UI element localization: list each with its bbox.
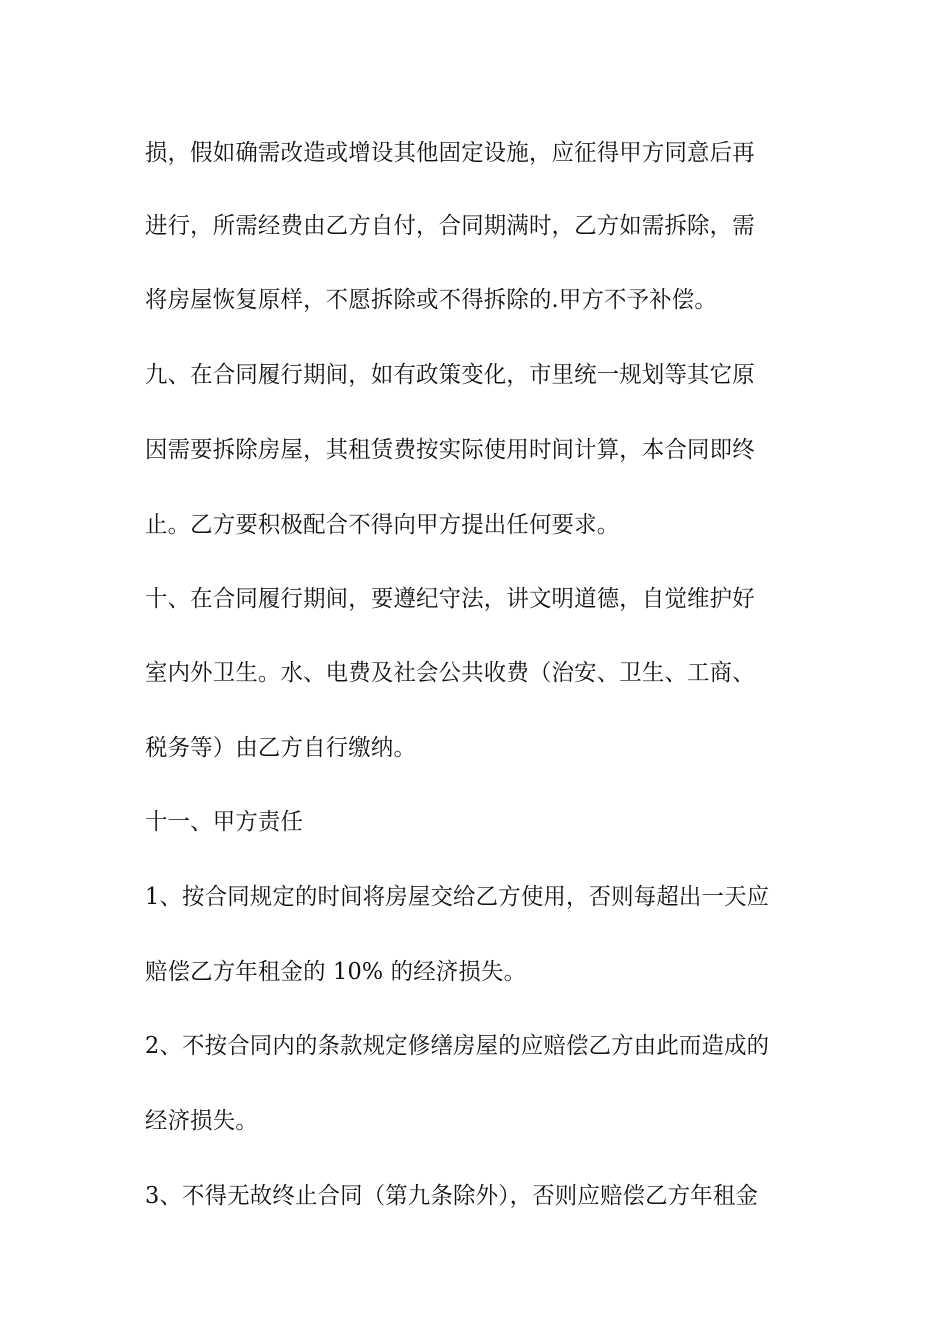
text-line: 2、不按合同内的条款规定修缮房屋的应赔偿乙方由此而造成的 [145, 1033, 770, 1059]
section-heading: 十一、甲方责任 [145, 809, 304, 835]
text-line: 室内外卫生。水、电费及社会公共收费（治安、卫生、工商、 [145, 660, 755, 686]
text-line: 因需要拆除房屋，其租赁费按实际使用时间计算，本合同即终 [145, 437, 755, 463]
text-line: 进行，所需经费由乙方自付，合同期满时，乙方如需拆除，需 [145, 213, 755, 239]
text-line: 经济损失。 [145, 1108, 258, 1134]
text-line: 止。乙方要积极配合不得向甲方提出任何要求。 [145, 512, 620, 538]
text-line: 1、按合同规定的时间将房屋交给乙方使用，否则每超出一天应 [145, 884, 770, 910]
text-line: 损，假如确需改造或增设其他固定设施，应征得甲方同意后再 [145, 140, 755, 166]
text-line: 十、在合同履行期间，要遵纪守法，讲文明道德，自觉维护好 [145, 586, 755, 612]
text-line: 3、不得无故终止合同（第九条除外），否则应赔偿乙方年租金 [145, 1183, 759, 1209]
text-line: 赔偿乙方年租金的 10% 的经济损失。 [145, 959, 527, 985]
text-line: 税务等）由乙方自行缴纳。 [145, 735, 417, 761]
text-line: 将房屋恢复原样，不愿拆除或不得拆除的.甲方不予补偿。 [145, 287, 717, 313]
text-line: 九、在合同履行期间，如有政策变化，市里统一规划等其它原 [145, 362, 755, 388]
